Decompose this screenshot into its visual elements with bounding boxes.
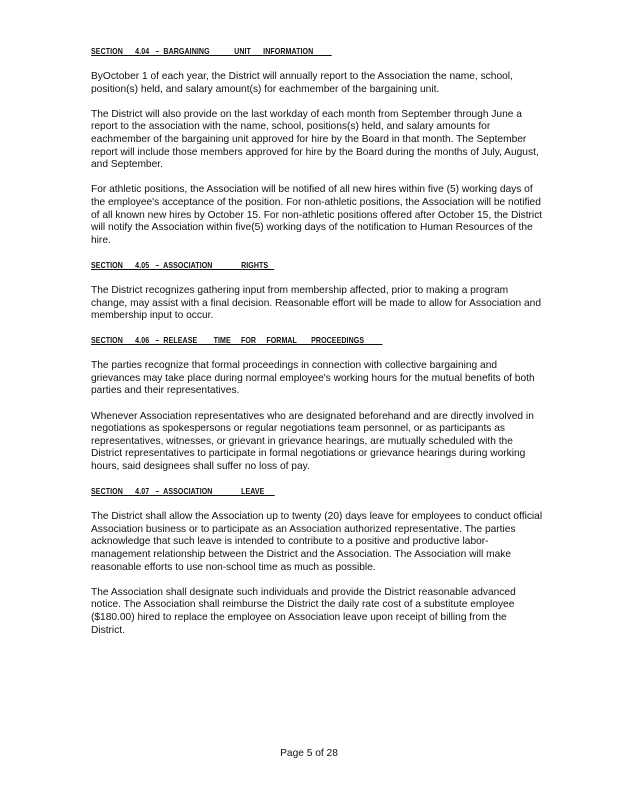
paragraph: The District will also provide on the last workday of each month from September through June a report to the association with the name, school, positions(s) held, and salary amounts for eachmember of the bargaining unit approved for hire by the Board in that month. The September report will include those members approved for hire by the Board during the months of July, August, and September. xyxy=(91,108,539,171)
section-heading: SECTION 4.05 – ASSOCIATION RIGHTS xyxy=(91,260,275,270)
paragraph: The District recognizes gathering input from membership affected, prior to making a program change, may assist with a final decision. Reasonable effort will be made to allow for Association and membership input to occur. xyxy=(91,284,542,322)
section-4-04 xyxy=(91,46,543,247)
section-heading: SECTION 4.06 – RELEASE TIME FOR FORMAL PROCEEDINGS xyxy=(91,336,383,346)
paragraph: ByOctober 1 of each year, the District will annually report to the Association the name, school, position(s) held, and salary amount(s) for eachmember of the bargaining unit. xyxy=(91,71,513,95)
paragraph: The District shall allow the Association up to twenty (20) days leave for employees to conduct official Association business or to participate as an Association authorized representative. The parties acknowledge that such leave is intended to contribute to a positive and productive labor-management relationship between the District and the Association. The Association will make reasonable efforts to use non-school time as much as possible. xyxy=(91,511,543,573)
section-4-06 xyxy=(91,335,543,473)
page-number-footer: Page 5 of 28 xyxy=(280,748,338,759)
paragraph: For athletic positions, the Association will be notified of all new hires within five (5) working days of the employee's acceptance of the position. For non-athletic positions, the Association will be notified of all known new hires by October 15. For non-athletic positions offered after October 15, the District will notify the Association within five(5) working days of the notification to Human Resources of the hire. xyxy=(91,184,543,246)
page-content xyxy=(91,46,543,650)
section-heading: SECTION 4.07 – ASSOCIATION LEAVE xyxy=(91,487,275,497)
section-4-05 xyxy=(91,260,543,323)
section-heading: SECTION 4.04 – BARGAINING UNIT INFORMATION xyxy=(91,47,332,56)
paragraph: The Association shall designate such individuals and provide the District reasonable advanced notice. The Association shall reimburse the District the daily rate cost of a substitute employee ($180.00) hired to replace the employee on Association leave upon receipt of billing from the District. xyxy=(91,586,516,636)
section-4-07 xyxy=(91,486,543,637)
paragraph: The parties recognize that formal proceedings in connection with collective bargaining and grievances may take place during normal employee's working hours for the mutual benefits of both parties and their representatives. xyxy=(91,360,535,397)
paragraph: Whenever Association representatives who are designated beforehand and are directly involved in negotiations as spokespersons or regular negotiations team personnel, or as participants as representatives, witnesses, or grievant in grievance hearings, are mutually scheduled with the District representatives to participate in formal negotiations or grievance hearings during working hours, said designees shall suffer no loss of pay. xyxy=(91,410,534,473)
